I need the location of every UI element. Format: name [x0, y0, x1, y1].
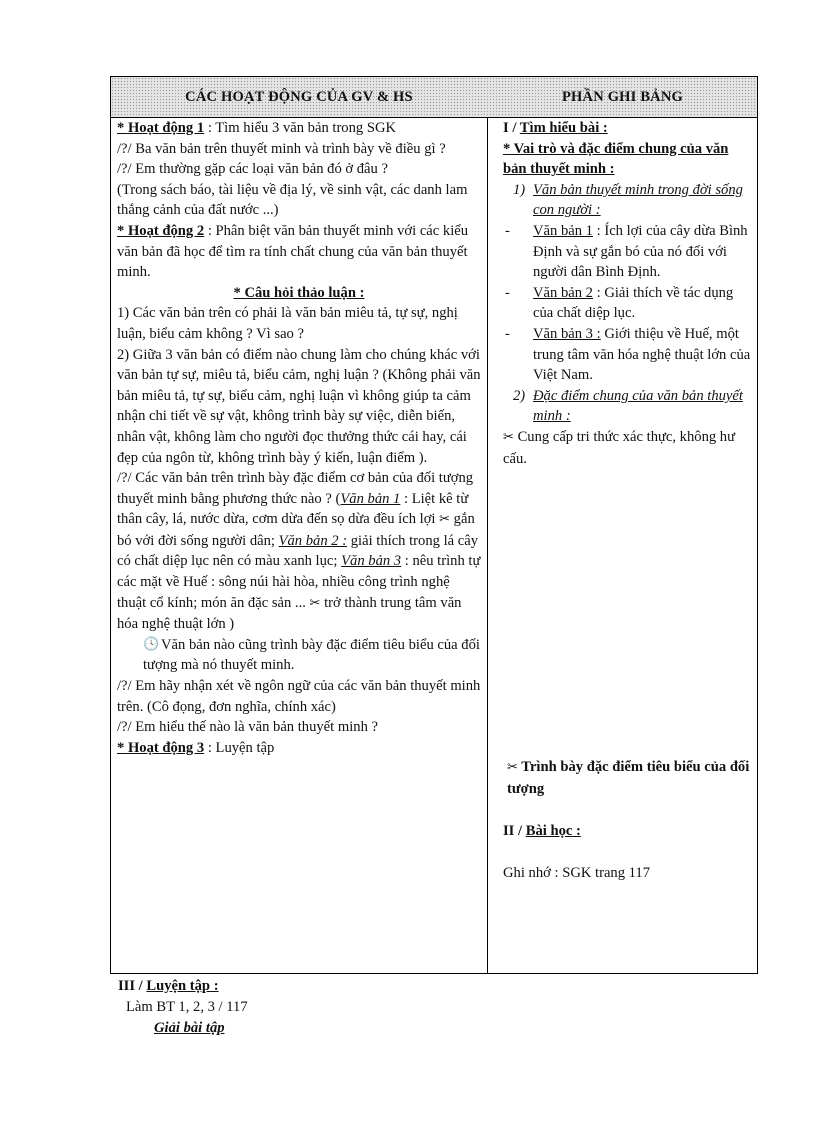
memory-note: Ghi nhớ : SGK trang 117: [503, 864, 651, 881]
header-activities: CÁC HOẠT ĐỘNG CỦA GV & HS: [185, 89, 413, 105]
arrow-icon: ✂: [309, 595, 321, 611]
column-divider: [487, 77, 488, 973]
activity-2: * Hoạt động 2 : Phân biệt văn bản thuyết minh với các kiểu văn bản đã học để tìm ra tính chất chung của văn bản thuyết minh.: [117, 222, 469, 281]
section-2-heading: II / Bài học :: [503, 823, 581, 840]
feature-2: ✂ Trình bày đặc điểm tiêu biểu của đối tượng: [507, 759, 750, 797]
note: 🕓 Văn bản nào cũng trình bày đặc điểm tiêu biểu của đối tượng mà nó thuyết minh.: [143, 636, 480, 674]
board-notes-column: [503, 118, 753, 883]
exercise-line: Làm BT 1, 2, 3 / 117: [126, 999, 248, 1015]
practice-section: [118, 976, 248, 1039]
section-1-heading: I / Tìm hiểu bài :: [503, 120, 608, 136]
discussion-2: 2) Giữa 3 văn bản có điểm nào chung làm cho chúng khác với văn bản tự sự, miêu tả, biểu cảm, nghị luận ? (Không phải văn bản miêu tả, tự sự, biểu cảm, nghị luận vì không giúp ta cảm nhận chi tiết về sự vật, không trình bày sự việc, diễn biến, nhân vật, không làm cho người đọc thưởng thức cái hay, cái đẹp của ngôn từ, không trình bày ý kiến, luận điểm ).: [117, 346, 481, 466]
arrow-icon: ✂: [507, 760, 518, 776]
arrow-icon: ✂: [503, 429, 514, 445]
question-2: /?/ Em thường gặp các loại văn bản đó ở đâu ?: [117, 161, 388, 178]
table-header: [111, 77, 757, 118]
text-2-note: - Văn bản 2 : Giải thích về tác dụng của chất diệp lục.: [505, 284, 734, 322]
activities-column: [117, 118, 481, 758]
solve-heading: Giải bài tập: [154, 1020, 225, 1036]
arrow-icon: ✂: [439, 512, 451, 528]
question-3: /?/ Các văn bản trên trình bày đặc điểm cơ bản của đối tượng thuyết minh bằng phương thức nào ? (Văn bản 1 : Liệt kê từ thân cây, lá, nước dừa, cơm dừa đến sọ dừa đều ích lợi ✂ gắn bó với đời sống người dân; Văn bản 2 : giải thích trong lá cây có chất diệp lục nên có màu xanh lục; Văn bản 3 : nêu trình tự các mặt về Huế : sông núi hài hòa, nhiều công trình nghệ thuật cổ kính; món ăn đặc sản ... ✂ trở thành trung tâm văn hóa nghệ thuật lớn ): [117, 470, 481, 633]
text-3-note: - Văn bản 3 : Giới thiệu về Huế, một trung tâm văn hóa nghệ thuật lớn của Việt Nam.: [505, 325, 751, 384]
clock-icon: 🕓: [143, 636, 160, 652]
answer-2: (Trong sách báo, tài liệu về địa lý, về sinh vật, các danh lam thắng cảnh của đất nước ...): [117, 181, 468, 219]
item-2: 2) Đặc điểm chung của văn bản thuyết minh :: [513, 387, 743, 425]
section-3-heading: III / Luyện tập :: [118, 978, 219, 994]
header-board-notes: PHẦN GHI BẢNG: [561, 89, 684, 105]
activity-1: * Hoạt động 1 : Tìm hiểu 3 văn bản trong SGK: [117, 120, 397, 136]
item-1: 1) Văn bản thuyết minh trong đời sống con người :: [513, 181, 743, 219]
sub-heading: * Vai trò và đặc điểm chung của văn bản thuyết minh :: [503, 140, 729, 178]
feature-1: ✂ Cung cấp tri thức xác thực, không hư cấu.: [503, 428, 736, 467]
question-4: /?/ Em hãy nhận xét về ngôn ngữ của các văn bản thuyết minh trên. (Cô đọng, đơn nghĩa, chính xác): [117, 678, 481, 715]
lesson-table: [110, 76, 758, 974]
text-1-note: - Văn bản 1 : Ích lợi của cây dừa Bình Định và sự gắn bó của nó đối với người dân Bình Định.: [505, 222, 748, 281]
question-5: /?/ Em hiểu thế nào là văn bản thuyết minh ?: [117, 719, 378, 736]
discussion-1: 1) Các văn bản trên có phải là văn bản miêu tả, tự sự, nghị luận, biểu cảm không ? Vì sao ?: [117, 305, 458, 342]
activity-3: * Hoạt động 3 : Luyện tập: [117, 739, 275, 756]
discussion-title: * Câu hỏi thảo luận :: [233, 284, 365, 301]
question-1: /?/ Ba văn bản trên thuyết minh và trình bày về điều gì ?: [117, 140, 446, 157]
